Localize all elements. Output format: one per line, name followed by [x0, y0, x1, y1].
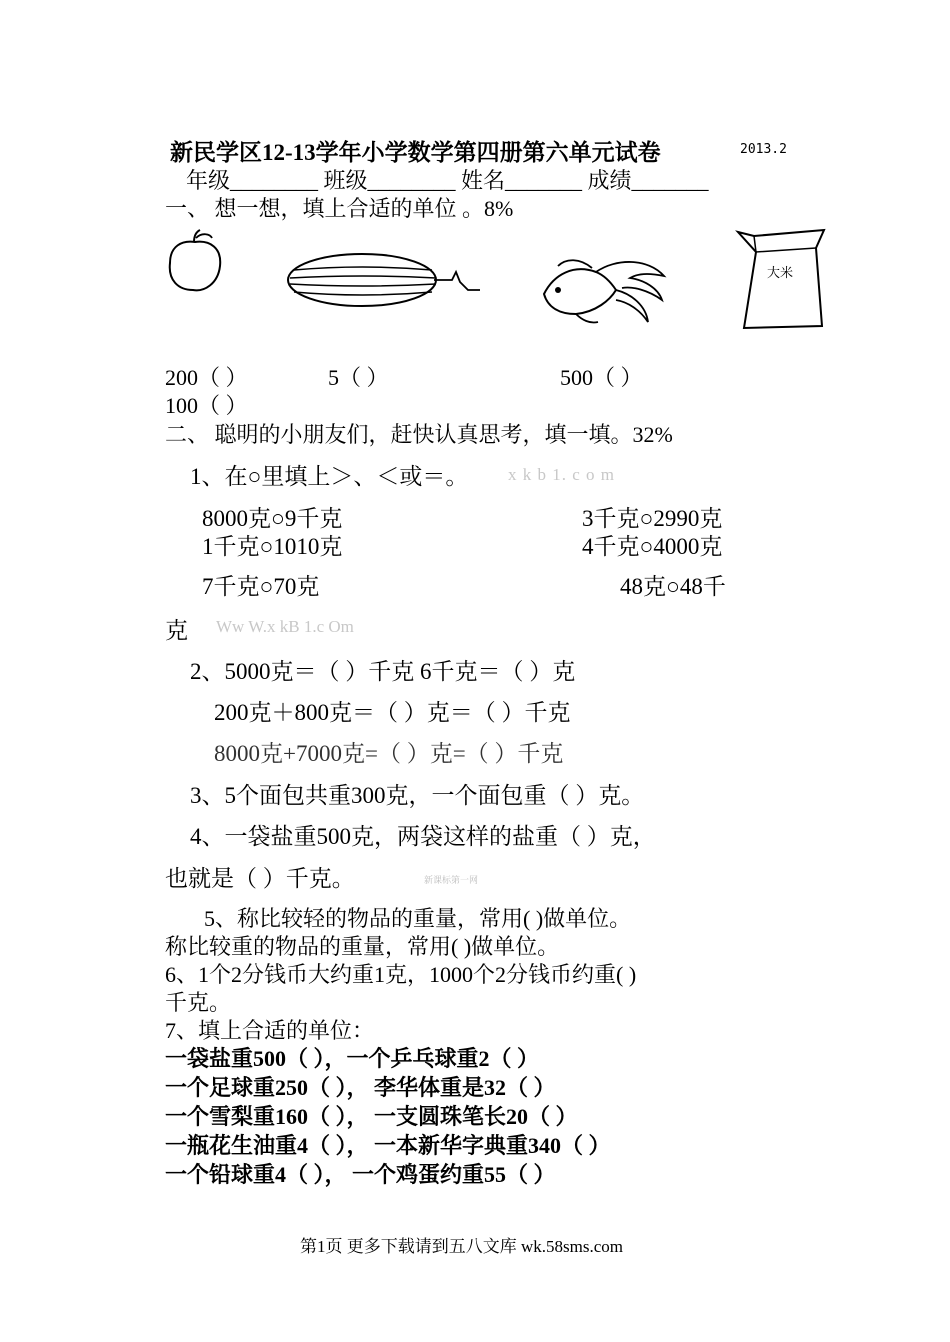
q7-line-1: 一袋盐重500（ ），一个乒乓球重2（ ） — [165, 1046, 540, 1071]
q6-line-2: 千克。 — [165, 990, 232, 1015]
q1-item-1: 8000克○9千克 — [202, 506, 343, 531]
q5-line-1: 5、称比较轻的物品的重量，常用( )做单位。 — [204, 906, 632, 931]
q6-line-1: 6、1个2分钱币大约重1克，1000个2分钱币约重( ) — [165, 962, 637, 987]
q2-line-3: 8000克+7000克=（ ）克=（ ）千克 — [214, 741, 564, 766]
exam-date: 2013.2 — [740, 142, 787, 157]
page-title: 新民学区12-13学年小学数学第四册第六单元试卷 — [170, 140, 661, 165]
q2-line-1: 2、5000克＝（ ）千克 6千克＝（ ）克 — [190, 659, 576, 684]
section1-blank-100: 100（ ） — [165, 393, 248, 418]
q7-line-5: 一个铅球重4（ ）， 一个鸡蛋约重55（ ） — [165, 1162, 556, 1187]
q1-item-5: 7千克○70克 — [202, 574, 320, 599]
q5-line-2: 称比较重的物品的重量，常用( )做单位。 — [165, 934, 560, 959]
fish-icon — [536, 250, 671, 330]
q7-line-2: 一个足球重250（ ）， 李华体重是32（ ） — [165, 1075, 556, 1100]
page-footer: 第1页 更多下载请到五八文库 wk.58sms.com — [300, 1237, 623, 1256]
q1-watermark: x k b 1. c o m — [508, 465, 616, 484]
q4-line-2: 也就是（ ）千克。 — [165, 866, 355, 891]
melon-icon — [284, 250, 484, 310]
q7-line-4: 一瓶花生油重4（ ）， 一本新华字典重340（ ） — [165, 1133, 611, 1158]
q4-line-1: 4、一袋盐重500克，两袋这样的盐重（ ）克， — [190, 824, 656, 849]
q4-watermark: 新课标第一网 — [424, 875, 479, 885]
q2-line-2: 200克＋800克＝（ ）克＝（ ）千克 — [214, 700, 571, 725]
q7-line-3: 一个雪梨重160（ ）， 一支圆珠笔长20（ ） — [165, 1104, 578, 1129]
q1-item-2: 3千克○2990克 — [582, 506, 723, 531]
section1-heading: 一、 想一想，填上合适的单位 。8% — [165, 196, 514, 221]
q1-item-4: 4千克○4000克 — [582, 534, 723, 559]
q7-title: 7、填上合适的单位： — [165, 1018, 375, 1043]
q1-item-3: 1千克○1010克 — [202, 534, 343, 559]
q3: 3、5个面包共重300克，一个面包重（ ）克。 — [190, 783, 645, 808]
q1-title: 1、在○里填上＞、＜或＝。 — [190, 464, 469, 489]
section1-blank-200: 200（ ） — [165, 365, 248, 390]
section2-heading: 二、 聪明的小朋友们，赶快认真思考，填一填。32% — [165, 422, 673, 447]
q1-item-6: 48克○48千 — [620, 574, 726, 599]
section1-blank-500: 500（ ） — [560, 365, 643, 390]
student-info-line: 年级________ 班级________ 姓名_______ 成绩_______ — [186, 168, 709, 193]
q1-wrap-watermark: Ww W.x kB 1.c Om — [216, 617, 354, 636]
apple-icon — [160, 228, 230, 298]
section1-blank-5: 5（ ） — [328, 365, 389, 390]
q1-wrap: 克 — [165, 618, 188, 643]
rice-bag-label: 大米 — [767, 266, 794, 281]
